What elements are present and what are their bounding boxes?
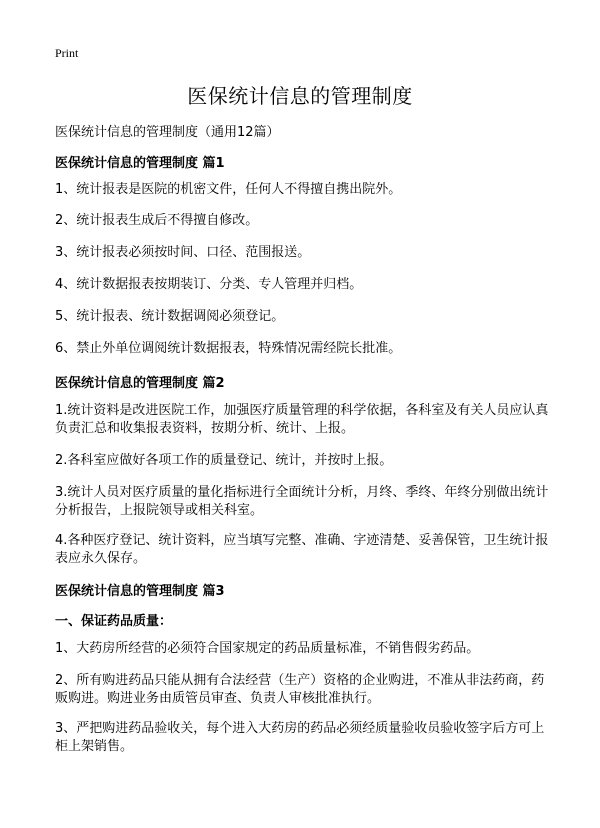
document-subtitle: 医保统计信息的管理制度（通用12篇） — [55, 125, 280, 140]
list-item: 3.统计人员对医疗质量的量化指标进行全面统计分析，月终、季终、年终分别做出统计分析报告，上报院领导或相关科室。 — [55, 485, 549, 518]
list-item: 1.统计资料是改进医院工作，加强医疗质量管理的科学依据，各科室及有关人员应认真负责汇总和收集报表资料，按期分析、统计、上报。 — [55, 403, 549, 436]
list-item: 2、统计报表生成后不得擅自修改。 — [55, 213, 259, 228]
section-heading: 医保统计信息的管理制度 篇2 — [55, 376, 225, 391]
list-item: 4.各种医疗登记、统计资料，应当填写完整、准确、字迹清楚、妥善保管，卫生统计报表应永久保存。 — [55, 533, 549, 566]
list-item: 1、大药房所经营的必须符合国家规定的药品质量标准，不销售假劣药品。 — [55, 641, 480, 656]
section-heading: 医保统计信息的管理制度 篇3 — [55, 584, 225, 599]
list-item: 3、严把购进药品验收关，每个进入大药房的药品必须经质量验收员验收签字后方可上柜上架销售。 — [55, 721, 545, 754]
print-label: Print — [55, 46, 79, 60]
list-item: 5、统计报表、统计数据调阅必须登记。 — [55, 309, 285, 324]
list-item: 4、统计数据报表按期装订、分类、专人管理并归档。 — [55, 277, 363, 292]
list-item: 2.各科室应做好各项工作的质量登记、统计，并按时上报。 — [55, 453, 393, 468]
section-subheading: 一、保证药品质量： — [55, 614, 173, 629]
list-item: 1、统计报表是医院的机密文件，任何人不得擅自携出院外。 — [55, 182, 402, 197]
list-item: 3、统计报表必须按时间、口径、范围报送。 — [55, 245, 311, 260]
list-item: 2、所有购进药品只能从拥有合法经营（生产）资格的企业购进，不准从非法药商，药贩购进。购进业务由质管员审查、负责人审核批准执行。 — [55, 673, 545, 706]
document-title: 医保统计信息的管理制度 — [187, 84, 413, 108]
section-heading: 医保统计信息的管理制度 篇1 — [55, 156, 225, 171]
list-item: 6、禁止外单位调阅统计数据报表，特殊情况需经院长批准。 — [55, 341, 402, 356]
